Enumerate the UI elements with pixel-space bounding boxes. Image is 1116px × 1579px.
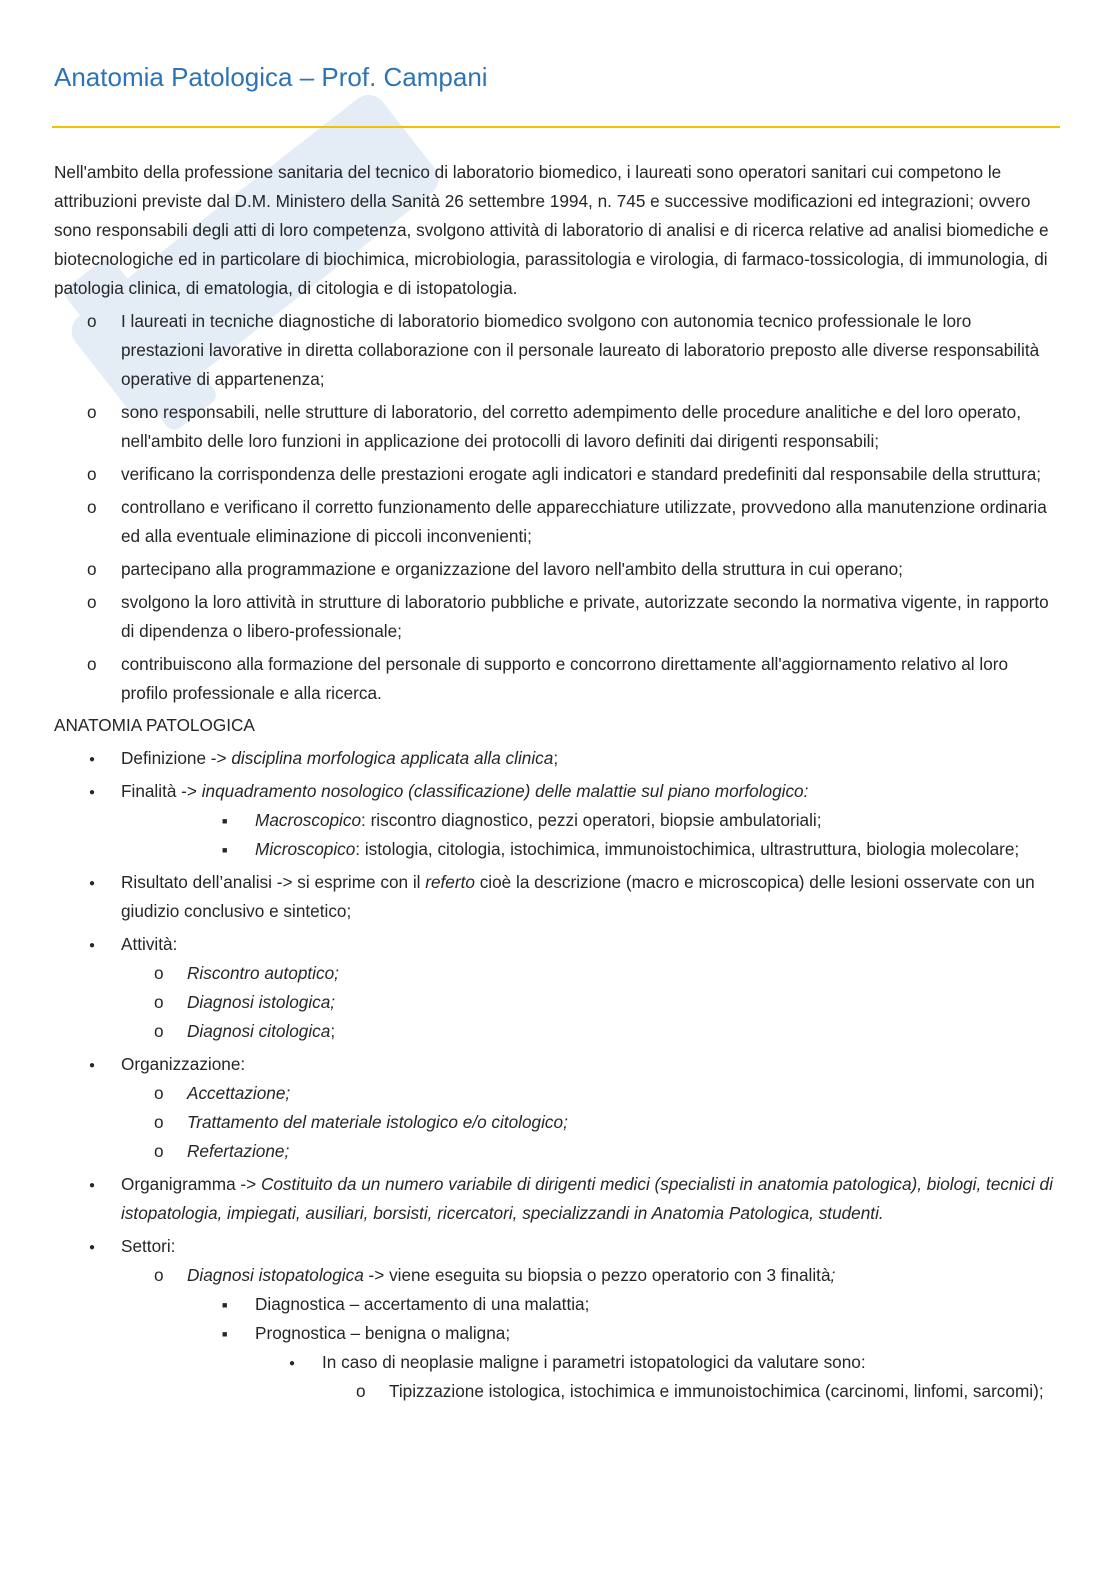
attivita-subitem — [54, 988, 1054, 1017]
organizzazione-item: ● Organizzazione: — [54, 1050, 1054, 1079]
risultato-item — [54, 868, 1054, 926]
risultato-after: cioè la descrizione (macro e microscopica) delle lesioni osservate con un giudizio conclusivo e sintetico; — [121, 872, 1035, 921]
attivita-end: ; — [330, 1021, 336, 1041]
duty-item: o sono responsabili, nelle strutture di laboratorio, del corretto adempimento delle procedure analitiche e del loro operato, nell'ambito delle loro funzioni in applicazione dei protocolli di lavoro definiti dai dirigenti responsabili; — [54, 398, 1054, 456]
duty-item: o svolgono la loro attività in strutture di laboratorio pubbliche e private, autorizzate secondo la normativa vigente, in rapporto di dipendenza o libero-professionale; — [54, 588, 1054, 646]
organizzazione-text: Refertazione; — [187, 1141, 290, 1161]
section-heading: ANATOMIA PATOLOGICA — [54, 715, 255, 735]
finalita-subitem: ■ Diagnostica – accertamento di una malattia; — [54, 1290, 1054, 1319]
finalita-label: Finalità -> — [121, 781, 202, 801]
microscopico-text: : istologia, citologia, istochimica, immunoistochimica, ultrastruttura, biologia molecolare; — [355, 839, 1020, 859]
duty-item: o controllano e verificano il corretto funzionamento delle apparecchiature utilizzate, provvedono alla manutenzione ordinaria ed alla eventuale eliminazione di piccoli inconvenienti; — [54, 493, 1054, 551]
document-body — [54, 158, 1054, 1406]
finalita-subitem: ■ Prognostica – benigna o maligna; — [54, 1319, 1054, 1348]
organigramma-label: Organigramma -> — [121, 1174, 261, 1194]
organizzazione-text: Accettazione; — [187, 1083, 291, 1103]
parametro-item: o Tipizzazione istologica, istochimica e immunoistochimica (carcinomi, linfomi, sarcomi); — [54, 1377, 1054, 1406]
risultato-before: Risultato dell’analisi -> si esprime con il — [121, 872, 426, 892]
duty-item: o I laureati in tecniche diagnostiche di laboratorio biomedico svolgono con autonomia tecnico professionale le loro prestazioni lavorative in diretta collaborazione con il personale laureato di laboratorio preposto alle diverse responsabilità operative di appartenenza; — [54, 307, 1054, 394]
organizzazione-text: Trattamento del materiale istologico e/o citologico; — [187, 1112, 568, 1132]
diagnosi-term: Diagnosi istopatologica — [187, 1265, 364, 1285]
definizione-text: disciplina morfologica applicata alla clinica — [231, 748, 554, 768]
intro-paragraph: Nell'ambito della professione sanitaria del tecnico di laboratorio biomedico, i laureati sono operatori sanitari cui competono le attribuzioni previste dal D.M. Ministero della Sanità 26 settembre 1994, n. 745 e successive modificazioni ed integrazioni; ovvero sono responsabili degli atti di loro competenza, svolgono attività di laboratorio di analisi e di ricerca relative ad analisi biomediche e biotecnologiche ed in particolare di biochimica, microbiologia, parassitologia e virologia, di farmaco-tossicologia, di immunologia, di patologia clinica, di ematologia, di citologia e di istopatologia. — [54, 162, 1049, 298]
definizione-item — [54, 744, 1054, 773]
definizione-label: Definizione -> — [121, 748, 232, 768]
settori-item: ● Settori: — [54, 1232, 1054, 1261]
finalita-item — [54, 777, 1054, 806]
attivita-subitem — [54, 959, 1054, 988]
attivita-text: Diagnosi istologica; — [187, 992, 336, 1012]
risultato-term: referto — [425, 872, 475, 892]
page-title: Anatomia Patologica – Prof. Campani — [54, 62, 488, 92]
attivita-text: Riscontro autoptico; — [187, 963, 339, 983]
duty-item: o partecipano alla programmazione e organizzazione del lavoro nell'ambito della struttura in cui operano; — [54, 555, 1054, 584]
attivita-subitem — [54, 1017, 1054, 1046]
diagnosi-istopatologica-item — [54, 1261, 1054, 1290]
organizzazione-subitem — [54, 1137, 1054, 1166]
macroscopico-item — [54, 806, 1054, 835]
duty-item: o verificano la corrispondenza delle prestazioni erogate agli indicatori e standard predefiniti dal responsabile della struttura; — [54, 460, 1054, 489]
diagnosi-text: -> viene eseguita su biopsia o pezzo operatorio con 3 finalità — [363, 1265, 831, 1285]
title-underline — [52, 126, 1060, 128]
organizzazione-subitem — [54, 1079, 1054, 1108]
definizione-end: ; — [553, 748, 559, 768]
duties-list — [54, 307, 1054, 708]
microscopico-item — [54, 835, 1054, 864]
organigramma-item — [54, 1170, 1054, 1228]
anatomia-list — [54, 744, 1054, 1406]
attivita-item: ● Attività: — [54, 930, 1054, 959]
neoplasie-item: ● In caso di neoplasie maligne i parametri istopatologici da valutare sono: — [54, 1348, 1054, 1377]
duty-item: o contribuiscono alla formazione del personale di supporto e concorrono direttamente all'aggiornamento relativo al loro profilo professionale e alla ricerca. — [54, 650, 1054, 708]
attivita-text: Diagnosi citologica — [187, 1021, 331, 1041]
macroscopico-text: : riscontro diagnostico, pezzi operatori, biopsie ambulatoriali; — [361, 810, 822, 830]
organigramma-text: Costituito da un numero variabile di dirigenti medici (specialisti in anatomia patologica), biologi, tecnici di istopatologia, impiegati, ausiliari, borsisti, ricercatori, specializzandi in Anatomia Patologica, studenti. — [121, 1174, 1053, 1223]
organizzazione-subitem — [54, 1108, 1054, 1137]
diagnosi-end: ; — [830, 1265, 836, 1285]
finalita-text: inquadramento nosologico (classificazione) delle malattie sul piano morfologico: — [201, 781, 809, 801]
macroscopico-term: Macroscopico — [255, 810, 362, 830]
microscopico-term: Microscopico — [255, 839, 356, 859]
